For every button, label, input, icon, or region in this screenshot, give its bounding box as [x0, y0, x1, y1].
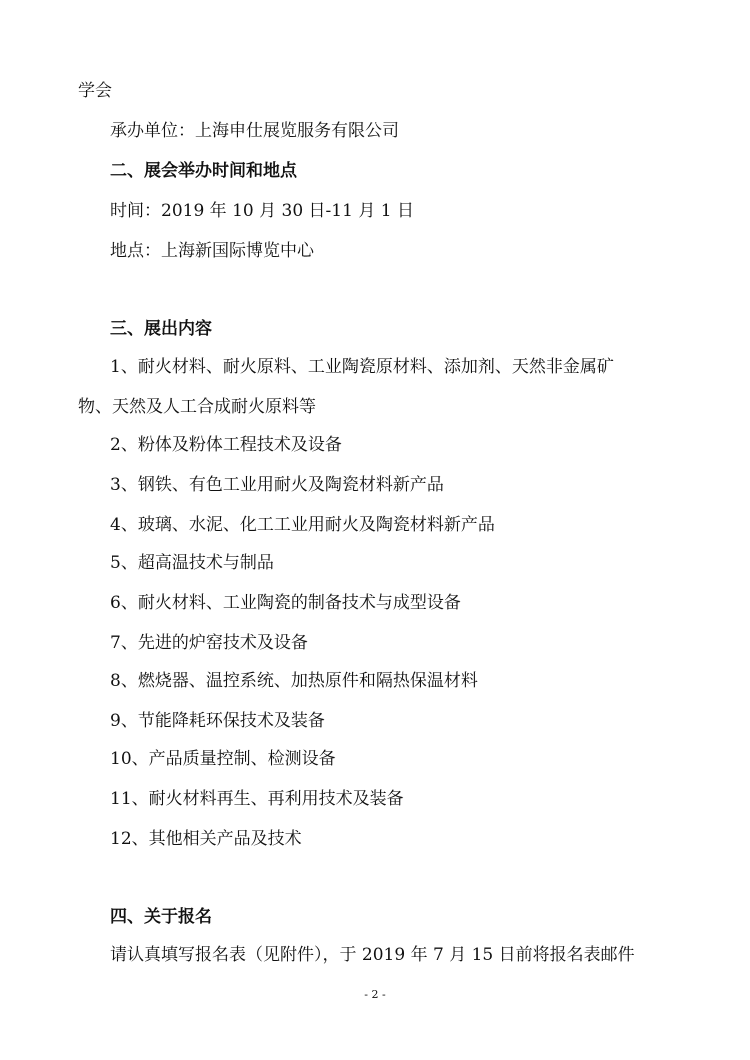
exhibit-item-1-cont: 物、天然及人工合成耐火原料等 — [78, 397, 316, 417]
section-4-heading: 四、关于报名 — [110, 907, 212, 927]
organizer-continuation: 学会 — [78, 81, 112, 101]
page-number: - 2 - — [364, 988, 386, 1001]
exhibition-time: 时间：2019 年 10 月 30 日-11 月 1 日 — [110, 201, 414, 221]
exhibit-item-8: 8、燃烧器、温控系统、加热原件和隔热保温材料 — [110, 671, 478, 691]
exhibit-item-3: 3、钢铁、有色工业用耐火及陶瓷材料新产品 — [110, 475, 444, 495]
exhibit-item-10: 10、产品质量控制、检测设备 — [110, 749, 336, 769]
exhibit-item-9: 9、节能降耗环保技术及装备 — [110, 711, 325, 731]
registration-text: 请认真填写报名表（见附件），于 2019 年 7 月 15 日前将报名表邮件 — [110, 945, 635, 965]
section-2-heading: 二、展会举办时间和地点 — [110, 161, 297, 181]
section-3-heading: 三、展出内容 — [110, 319, 212, 339]
exhibition-place: 地点：上海新国际博览中心 — [110, 241, 314, 261]
exhibit-item-7: 7、先进的炉窑技术及设备 — [110, 633, 308, 653]
exhibit-item-2: 2、粉体及粉体工程技术及设备 — [110, 435, 342, 455]
exhibit-item-12: 12、其他相关产品及技术 — [110, 829, 302, 849]
exhibit-item-4: 4、玻璃、水泥、化工工业用耐火及陶瓷材料新产品 — [110, 515, 495, 535]
exhibit-item-6: 6、耐火材料、工业陶瓷的制备技术与成型设备 — [110, 593, 461, 613]
exhibit-item-1: 1、耐火材料、耐火原料、工业陶瓷原材料、添加剂、天然非金属矿 — [110, 357, 614, 377]
exhibit-item-5: 5、超高温技术与制品 — [110, 553, 274, 573]
exhibit-item-11: 11、耐火材料再生、再利用技术及装备 — [110, 789, 404, 809]
co-organizer-line: 承办单位：上海申仕展览服务有限公司 — [110, 121, 399, 141]
